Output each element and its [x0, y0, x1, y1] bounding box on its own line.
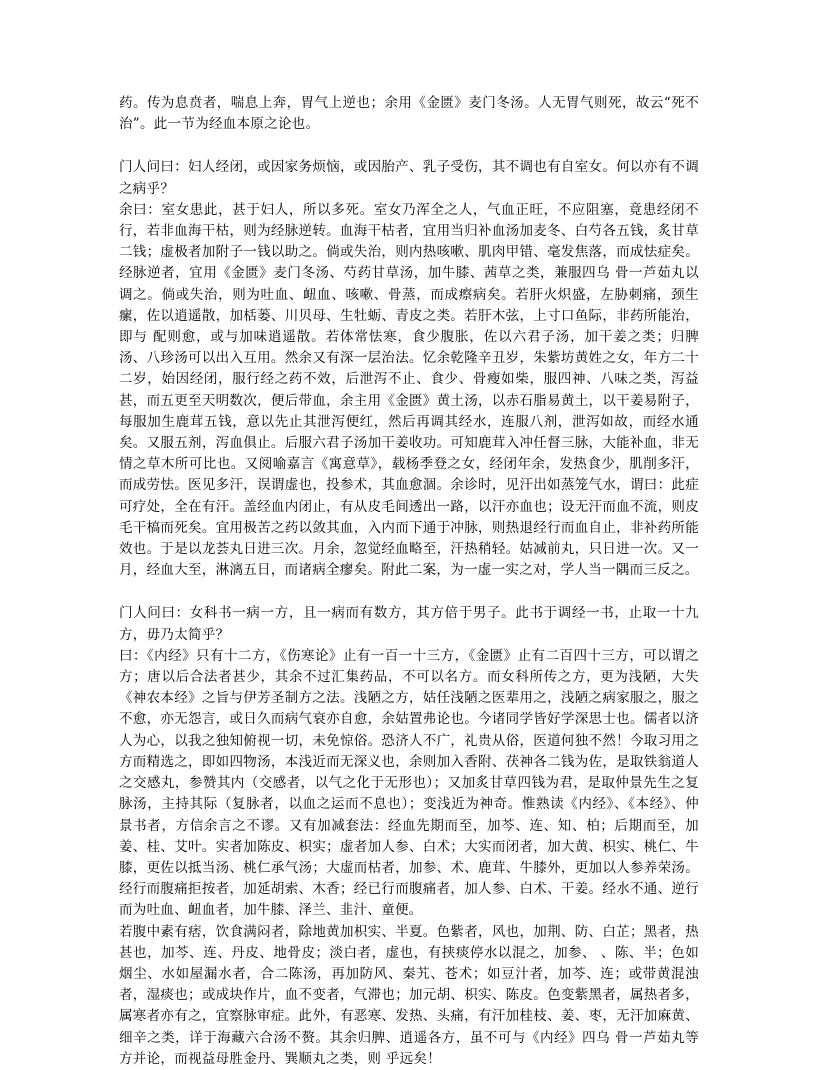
paragraph-answer-1: 余曰：室女患此，甚于妇人，所以多死。室女乃浑全之人，气血正旺，不应阻塞，竟患经闭不行，若非血海干枯，则为经脉逆转。血海干枯者，宜用当归补血汤加麦冬、白芍各五钱，炙甘草二钱；虚极者加附子一钱以助之。倘或失治，则内热咳嗽、肌肉甲错、毫发焦落，而成怯症矣。经脉逆者，宜用《金匮》麦门冬汤、芍药甘草汤，加牛膝、茜草之类，兼服四乌 骨一芦茹丸以调之。倘或失治，则为吐血、衄血、咳嗽、骨蒸，而成瘵病矣。若肝火炽盛，左胁刺痛，颈生瘰，佐以逍遥散，加栝蒌、川贝母、生牡蛎、青皮之类。若肝木弦，上寸口鱼际，非药所能治，即与 配则愈，或与加味逍遥散。若体常怯寒，食少腹胀，佐以六君子汤，加干姜之类；归脾汤、八珍汤可以出入互用。然余又有深一层治法。忆余乾隆辛丑岁，朱紫坊黄姓之女，年方二十二岁，始因经闭，服行经之药不效，后泄泻不止、食少、骨瘦如柴，服四神、八味之类，泻益甚，而五更至天明数次，便后带血，余主用《金匮》黄土汤，以赤石脂易黄土，以干姜易附子，每服加生鹿茸五钱，意以先止其泄泻便红，然后再调其经水，连服八剂，泄泻如故，而经水通矣。又服五剂，泻血俱止。后服六君子汤加干姜收功。可知鹿茸入冲任督三脉，大能补血，非无情之草木所可比也。又阅喻嘉言《寓意草》，载杨季登之女，经闭年余，发热食少，肌削多汗，而成劳怯。医见多汗，误谓虚也，投参术，其血愈涸。余诊时，见汗出如蒸笼气水，谓曰：此症可疗处，全在有汗。盖经血内闭止，有从皮毛间透出一路，以汗亦血也；设无汗而血不流，则皮毛干槁而死矣。宜用极苦之药以敛其血，入内而下通于冲脉，则热退经行而血自止，非补药所能效也。于是以龙荟丸日进三次。月余，忽觉经血略至，汗热稍轻。姑减前丸，只日进一次。又一月，经血大至，淋漓五日，而诸病全瘳矣。附此二案，为一虚一实之对，学人当一隅而三反之。 — [119, 201, 699, 579]
paragraph-answer-2-continued: 若腹中素有痞，饮食满闷者，除地黄加枳实、半夏。色紫者，风也，加荆、防、白芷；黑者，热甚也，加芩、连、丹皮、地骨皮；淡白者，虚也，有挟痰停水以混之，加参、 、陈、半；色如烟尘、水如屋漏水者，合二陈汤，再加防风、秦艽、苍术；如豆汁者，加芩、连；或带黄混浊者，湿痰也；或成块作片，血不变者，气滞也；加元胡、枳实、陈皮。色变紫黑者，属热者多，属寒者亦有之，宜察脉审症。此外，有恶寒、发热、头痛，有汗加桂枝、姜、枣，无汗加麻黄、细辛之类，详于海藏六合汤不赘。其余归脾、逍遥各方，虽不可与《内经》四乌 骨一芦茹丸等方并论，而视益母胜金丹、巽顺丸之类，则 乎远矣！ — [119, 923, 699, 1067]
paragraph-conclusion: 药。传为息贲者，喘息上奔，胃气上逆也；余用《金匮》麦门冬汤。人无胃气则死，故云“死不治”。此一节为经血本原之论也。 — [119, 95, 699, 133]
paragraph-gap — [119, 135, 699, 157]
paragraph-question-2: 门人问曰：女科书一病一方，且一病而有数方，其方倍于男子。此书于调经一书，止取一十九方，毋乃太简乎？ — [119, 605, 699, 643]
paragraph-question-1: 门人问曰：妇人经闭，或因家务烦恼，或因胎产、乳子受伤，其不调也有自室女。何以亦有不调之病乎？ — [119, 159, 699, 197]
paragraph-gap — [119, 581, 699, 603]
paragraph-answer-2: 曰：《内经》只有十二方，《伤寒论》止有一百一十三方，《金匮》止有二百四十三方，可以谓之方；唐以后合法者甚少，其余不过汇集药品，不可以名方。而女科所传之方，更为浅陋，大失《神农本经》之旨与伊芳圣制方之法。浅陋之方，姑任浅陋之医辈用之，浅陋之病家服之，服之不愈，亦无怨言，或日久而病气衰亦自愈，余姑置弗论也。今诸同学皆好学深思士也。儒者以济人为心，以我之独知俯视一切，未免惊俗。恐济人不广，礼贵从俗，医道何独不然！今取习用之方而精选之，即如四物汤，本浅近而无深义也，余则加入香附、茯神各二钱为佐，是取铁翁道人之交感丸，参赞其内（交感者，以气之化于无形也）；又加炙甘草四钱为君，是取仲景先生之复脉汤，主持其际（复脉者，以血之运而不息也）；变浅近为神奇。惟熟读《内经》、《本经》、仲景书者，方信余言之不谬。又有加减套法：经血先期而至，加芩、连、知、柏；后期而至，加姜、桂、艾叶。实者加陈皮、枳实；虚者加人参、白术；大实而闭者，加大黄、枳实、桃仁、牛膝，更佐以抵当汤、桃仁承气汤；大虚而枯者，加参、术、鹿茸、牛膝外，更加以人参养荣汤。经行而腹痛拒按者，加延胡索、木香；经已行而腹痛者，加人参、白术、干姜。经水不通、逆行而为吐血、衄血者，加牛膝、泽兰、韭汁、童便。 — [119, 647, 699, 919]
document-page — [119, 93, 699, 1070]
